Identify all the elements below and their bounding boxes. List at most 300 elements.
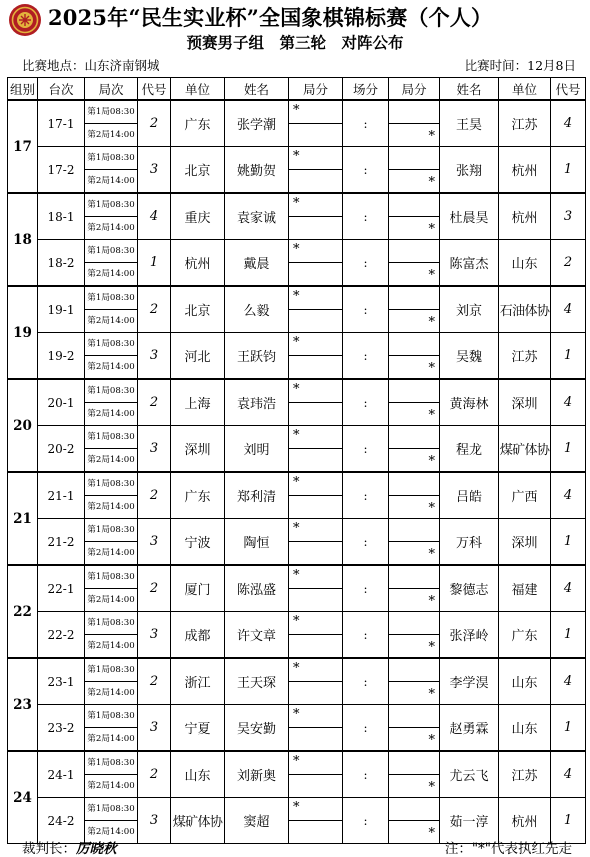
group-number: 19: [8, 286, 38, 379]
board-number: 21-2: [38, 519, 85, 566]
first-move-mark: *: [293, 103, 300, 118]
first-move-mark: *: [293, 661, 300, 676]
group-block: [8, 379, 586, 472]
first-move-mark: *: [428, 547, 435, 562]
group-block: [8, 751, 586, 844]
table-row: [8, 333, 586, 380]
pairings-table: [7, 77, 586, 844]
round-1-time: 第1局08:30: [85, 705, 137, 728]
round-times: [85, 193, 138, 240]
table-row: [8, 286, 586, 333]
table-row: [8, 519, 586, 566]
black-code: 4: [551, 472, 586, 519]
black-code: 4: [551, 286, 586, 333]
score-divider: [389, 519, 439, 542]
black-unit: 山东: [499, 240, 551, 287]
col-header-rounds: 局次: [85, 78, 138, 101]
round-1-time: 第1局08:30: [85, 380, 137, 403]
round-2-time: 第2局14:00: [87, 362, 135, 372]
col-header-black-game-score: 局分: [389, 78, 440, 101]
table-header-row: [8, 78, 586, 101]
score-colon: :: [363, 535, 368, 549]
red-unit: 厦门: [171, 565, 225, 612]
round-1-time: 第1局08:30: [85, 101, 137, 124]
page-subtitle: 预赛男子组 第三轮 对阵公布: [186, 33, 404, 52]
first-move-mark: *: [293, 614, 300, 629]
date-text: 比赛时间：12月8日: [464, 58, 576, 73]
match-score: [343, 565, 389, 612]
score-colon: :: [363, 210, 368, 224]
red-unit: 广东: [171, 472, 225, 519]
score-divider: [389, 752, 439, 775]
first-move-mark: *: [428, 826, 435, 841]
red-unit: 煤矿体协: [171, 798, 225, 844]
score-divider: [389, 473, 439, 496]
red-code: 2: [138, 379, 171, 426]
board-number: 18-2: [38, 240, 85, 287]
score-colon: :: [363, 256, 368, 270]
round-2-time: 第2局14:00: [87, 688, 135, 698]
black-code: 4: [551, 658, 586, 705]
table-row: [8, 751, 586, 798]
red-unit: 山东: [171, 751, 225, 798]
black-unit: 山东: [499, 658, 551, 705]
table-row: [8, 100, 586, 147]
red-code: 3: [138, 426, 171, 473]
round-2-time: 第2局14:00: [87, 176, 135, 186]
score-divider: [389, 333, 439, 356]
red-name: 王跃钧: [225, 333, 289, 380]
black-game-score: [389, 193, 440, 240]
round-1-time: 第1局08:30: [85, 473, 137, 496]
match-score: [343, 519, 389, 566]
black-unit: 杭州: [499, 147, 551, 194]
group-number: 23: [8, 658, 38, 751]
table-row: [8, 147, 586, 194]
red-name: 么毅: [225, 286, 289, 333]
black-game-score: [389, 565, 440, 612]
black-unit: 深圳: [499, 379, 551, 426]
red-name: 戴晨: [225, 240, 289, 287]
black-game-score: [389, 751, 440, 798]
col-header-red-code: 代号: [138, 78, 171, 101]
round-2-time: 第2局14:00: [87, 409, 135, 419]
referee-name: 厉晓秋: [76, 841, 117, 857]
score-divider: [389, 612, 439, 635]
black-game-score: [389, 333, 440, 380]
black-game-score: [389, 100, 440, 147]
score-divider: [389, 240, 439, 263]
referee-label: 裁判长：: [22, 841, 76, 857]
black-code: 1: [551, 147, 586, 194]
first-move-mark: *: [428, 687, 435, 702]
black-code: 1: [551, 705, 586, 752]
round-times: [85, 472, 138, 519]
table-row: [8, 565, 586, 612]
match-score: [343, 100, 389, 147]
score-colon: :: [363, 303, 368, 317]
first-move-mark: *: [293, 335, 300, 350]
red-name: 窦超: [225, 798, 289, 844]
black-name: 王昊: [440, 100, 499, 147]
col-header-match-score: 场分: [343, 78, 389, 101]
red-name: 姚勤贺: [225, 147, 289, 194]
red-unit: 重庆: [171, 193, 225, 240]
red-code: 3: [138, 612, 171, 659]
black-unit: 江苏: [499, 333, 551, 380]
board-number: 24-2: [38, 798, 85, 844]
black-unit: 石油体协: [499, 286, 551, 333]
board-number: 22-1: [38, 565, 85, 612]
black-unit: 山东: [499, 705, 551, 752]
red-name: 刘新奥: [225, 751, 289, 798]
round-1-time: 第1局08:30: [85, 147, 137, 170]
score-colon: :: [363, 117, 368, 131]
red-unit: 北京: [171, 147, 225, 194]
round-times: [85, 147, 138, 194]
round-1-time: 第1局08:30: [85, 519, 137, 542]
first-move-mark: *: [293, 242, 300, 257]
round-1-time: 第1局08:30: [85, 566, 137, 589]
score-colon: :: [363, 628, 368, 642]
red-code: 3: [138, 333, 171, 380]
round-2-time: 第2局14:00: [87, 455, 135, 465]
red-unit: 浙江: [171, 658, 225, 705]
round-times: [85, 705, 138, 752]
black-code: 1: [551, 612, 586, 659]
score-divider: [389, 659, 439, 682]
round-2-time: 第2局14:00: [87, 595, 135, 605]
referee-line: [22, 837, 117, 857]
black-unit: 江苏: [499, 100, 551, 147]
first-move-mark: *: [428, 780, 435, 795]
round-times: [85, 379, 138, 426]
red-code: 2: [138, 658, 171, 705]
red-game-score: [289, 147, 343, 194]
first-move-mark: *: [293, 707, 300, 722]
score-colon: :: [363, 396, 368, 410]
red-game-score: [289, 240, 343, 287]
red-name: 刘明: [225, 426, 289, 473]
black-game-score: [389, 519, 440, 566]
red-unit: 深圳: [171, 426, 225, 473]
red-game-score: [289, 612, 343, 659]
round-1-time: 第1局08:30: [85, 194, 137, 217]
red-game-score: [289, 658, 343, 705]
board-number: 17-2: [38, 147, 85, 194]
black-game-score: [389, 240, 440, 287]
red-unit: 北京: [171, 286, 225, 333]
first-move-mark: *: [428, 640, 435, 655]
group-number: 17: [8, 100, 38, 193]
first-move-mark: *: [428, 222, 435, 237]
score-colon: :: [363, 163, 368, 177]
red-code: 3: [138, 147, 171, 194]
first-move-mark: *: [293, 196, 300, 211]
page-title: 2025年“民生实业杯”全国象棋锦标赛（个人）: [48, 5, 493, 30]
group-number: 21: [8, 472, 38, 565]
round-2-time: 第2局14:00: [87, 316, 135, 326]
group-number: 20: [8, 379, 38, 472]
match-score: [343, 379, 389, 426]
red-name: 陶恒: [225, 519, 289, 566]
black-name: 陈富杰: [440, 240, 499, 287]
first-move-mark: *: [428, 361, 435, 376]
red-name: 陈泓盛: [225, 565, 289, 612]
first-move-mark: *: [428, 315, 435, 330]
round-times: [85, 426, 138, 473]
red-unit: 河北: [171, 333, 225, 380]
board-number: 20-1: [38, 379, 85, 426]
group-block: [8, 286, 586, 379]
round-2-time: 第2局14:00: [87, 223, 135, 233]
round-1-time: 第1局08:30: [85, 287, 137, 310]
round-1-time: 第1局08:30: [85, 752, 137, 775]
black-name: 程龙: [440, 426, 499, 473]
board-number: 22-2: [38, 612, 85, 659]
red-game-score: [289, 472, 343, 519]
first-move-mark: *: [293, 382, 300, 397]
black-unit: 江苏: [499, 751, 551, 798]
board-number: 23-1: [38, 658, 85, 705]
round-1-time: 第1局08:30: [85, 659, 137, 682]
round-times: [85, 333, 138, 380]
round-1-time: 第1局08:30: [85, 333, 137, 356]
red-name: 郑利清: [225, 472, 289, 519]
round-times: [85, 240, 138, 287]
black-unit: 深圳: [499, 519, 551, 566]
black-name: 杜晨昊: [440, 193, 499, 240]
round-1-time: 第1局08:30: [85, 612, 137, 635]
venue-text: 比赛地点：山东济南钢城: [22, 58, 160, 73]
first-move-mark: *: [293, 521, 300, 536]
match-score: [343, 286, 389, 333]
match-score: [343, 333, 389, 380]
black-unit: 广西: [499, 472, 551, 519]
match-score: [343, 798, 389, 844]
black-game-score: [389, 147, 440, 194]
black-name: 茹一淳: [440, 798, 499, 844]
round-times: [85, 565, 138, 612]
red-game-score: [289, 286, 343, 333]
red-code: 2: [138, 472, 171, 519]
score-colon: :: [363, 814, 368, 828]
red-code: 2: [138, 565, 171, 612]
col-header-group: 组别: [8, 78, 38, 101]
first-move-mark: *: [293, 428, 300, 443]
score-divider: [389, 426, 439, 449]
table-row: [8, 705, 586, 752]
red-code: 3: [138, 705, 171, 752]
black-unit: 广东: [499, 612, 551, 659]
group-block: [8, 100, 586, 193]
col-header-board: 台次: [38, 78, 85, 101]
black-name: 张翔: [440, 147, 499, 194]
score-divider: [389, 705, 439, 728]
board-number: 23-2: [38, 705, 85, 752]
board-number: 19-1: [38, 286, 85, 333]
first-move-mark: *: [293, 475, 300, 490]
black-name: 吴魏: [440, 333, 499, 380]
round-1-time: 第1局08:30: [85, 798, 137, 821]
red-game-score: [289, 565, 343, 612]
score-colon: :: [363, 489, 368, 503]
group-number: 18: [8, 193, 38, 286]
round-2-time: 第2局14:00: [87, 130, 135, 140]
black-game-score: [389, 286, 440, 333]
black-code: 1: [551, 333, 586, 380]
red-code: 3: [138, 798, 171, 844]
first-move-mark: *: [428, 408, 435, 423]
red-code: 4: [138, 193, 171, 240]
red-name: 袁玮浩: [225, 379, 289, 426]
round-2-time: 第2局14:00: [87, 781, 135, 791]
board-number: 18-1: [38, 193, 85, 240]
black-name: 黎德志: [440, 565, 499, 612]
black-name: 李学淏: [440, 658, 499, 705]
red-unit: 宁波: [171, 519, 225, 566]
col-header-red-unit: 单位: [171, 78, 225, 101]
round-2-time: 第2局14:00: [87, 641, 135, 651]
red-game-score: [289, 100, 343, 147]
black-unit: 杭州: [499, 798, 551, 844]
first-move-mark: *: [428, 594, 435, 609]
first-move-mark: *: [293, 289, 300, 304]
board-number: 19-2: [38, 333, 85, 380]
score-colon: :: [363, 675, 368, 689]
black-code: 1: [551, 798, 586, 844]
score-colon: :: [363, 768, 368, 782]
score-divider: [389, 287, 439, 310]
round-times: [85, 612, 138, 659]
red-name: 吴安勤: [225, 705, 289, 752]
first-move-mark: *: [293, 568, 300, 583]
first-move-mark: *: [428, 175, 435, 190]
first-move-mark: *: [293, 800, 300, 815]
first-move-mark: *: [428, 268, 435, 283]
table-row: [8, 240, 586, 287]
board-number: 21-1: [38, 472, 85, 519]
score-divider: [389, 798, 439, 821]
round-1-time: 第1局08:30: [85, 240, 137, 263]
col-header-red-game-score: 局分: [289, 78, 343, 101]
match-score: [343, 751, 389, 798]
black-code: 4: [551, 100, 586, 147]
red-code: 3: [138, 519, 171, 566]
board-number: 17-1: [38, 100, 85, 147]
score-divider: [389, 566, 439, 589]
match-score: [343, 426, 389, 473]
round-1-time: 第1局08:30: [85, 426, 137, 449]
round-2-time: 第2局14:00: [87, 502, 135, 512]
score-colon: :: [363, 349, 368, 363]
red-code: 1: [138, 240, 171, 287]
match-score: [343, 612, 389, 659]
round-2-time: 第2局14:00: [87, 827, 135, 837]
round-times: [85, 658, 138, 705]
table-row: [8, 472, 586, 519]
group-number: 22: [8, 565, 38, 658]
col-header-red-name: 姓名: [225, 78, 289, 101]
col-header-black-name: 姓名: [440, 78, 499, 101]
round-2-time: 第2局14:00: [87, 548, 135, 558]
black-code: 4: [551, 565, 586, 612]
red-unit: 成都: [171, 612, 225, 659]
black-name: 尤云飞: [440, 751, 499, 798]
match-score: [343, 193, 389, 240]
score-colon: :: [363, 721, 368, 735]
black-game-score: [389, 472, 440, 519]
black-name: 吕皓: [440, 472, 499, 519]
round-times: [85, 100, 138, 147]
black-name: 万科: [440, 519, 499, 566]
black-game-score: [389, 658, 440, 705]
red-unit: 上海: [171, 379, 225, 426]
red-unit: 广东: [171, 100, 225, 147]
match-score: [343, 472, 389, 519]
match-score: [343, 147, 389, 194]
red-game-score: [289, 798, 343, 844]
black-unit: 煤矿体协: [499, 426, 551, 473]
table-row: [8, 658, 586, 705]
round-times: [85, 286, 138, 333]
first-move-mark: *: [428, 501, 435, 516]
board-number: 24-1: [38, 751, 85, 798]
group-block: [8, 565, 586, 658]
red-game-score: [289, 519, 343, 566]
table-row: [8, 426, 586, 473]
black-name: 赵勇霖: [440, 705, 499, 752]
red-game-score: [289, 705, 343, 752]
black-code: 2: [551, 240, 586, 287]
first-move-mark: *: [428, 129, 435, 144]
black-name: 黄海林: [440, 379, 499, 426]
red-name: 王天琛: [225, 658, 289, 705]
black-code: 1: [551, 519, 586, 566]
match-score: [343, 240, 389, 287]
score-divider: [389, 101, 439, 124]
red-game-score: [289, 426, 343, 473]
group-block: [8, 658, 586, 751]
group-number: 24: [8, 751, 38, 844]
score-divider: [389, 147, 439, 170]
match-score: [343, 658, 389, 705]
red-game-score: [289, 379, 343, 426]
red-unit: 杭州: [171, 240, 225, 287]
first-move-mark: *: [428, 733, 435, 748]
red-code: 2: [138, 100, 171, 147]
table-row: [8, 193, 586, 240]
score-colon: :: [363, 582, 368, 596]
black-game-score: [389, 426, 440, 473]
footer-note: 注："*"代表执红先走: [444, 841, 572, 857]
col-header-black-unit: 单位: [499, 78, 551, 101]
round-2-time: 第2局14:00: [87, 734, 135, 744]
black-game-score: [389, 612, 440, 659]
black-code: 4: [551, 751, 586, 798]
black-unit: 杭州: [499, 193, 551, 240]
score-colon: :: [363, 442, 368, 456]
red-game-score: [289, 751, 343, 798]
round-times: [85, 519, 138, 566]
black-game-score: [389, 379, 440, 426]
first-move-mark: *: [293, 754, 300, 769]
black-name: 刘京: [440, 286, 499, 333]
first-move-mark: *: [428, 454, 435, 469]
black-code: 3: [551, 193, 586, 240]
red-unit: 宁夏: [171, 705, 225, 752]
red-code: 2: [138, 751, 171, 798]
